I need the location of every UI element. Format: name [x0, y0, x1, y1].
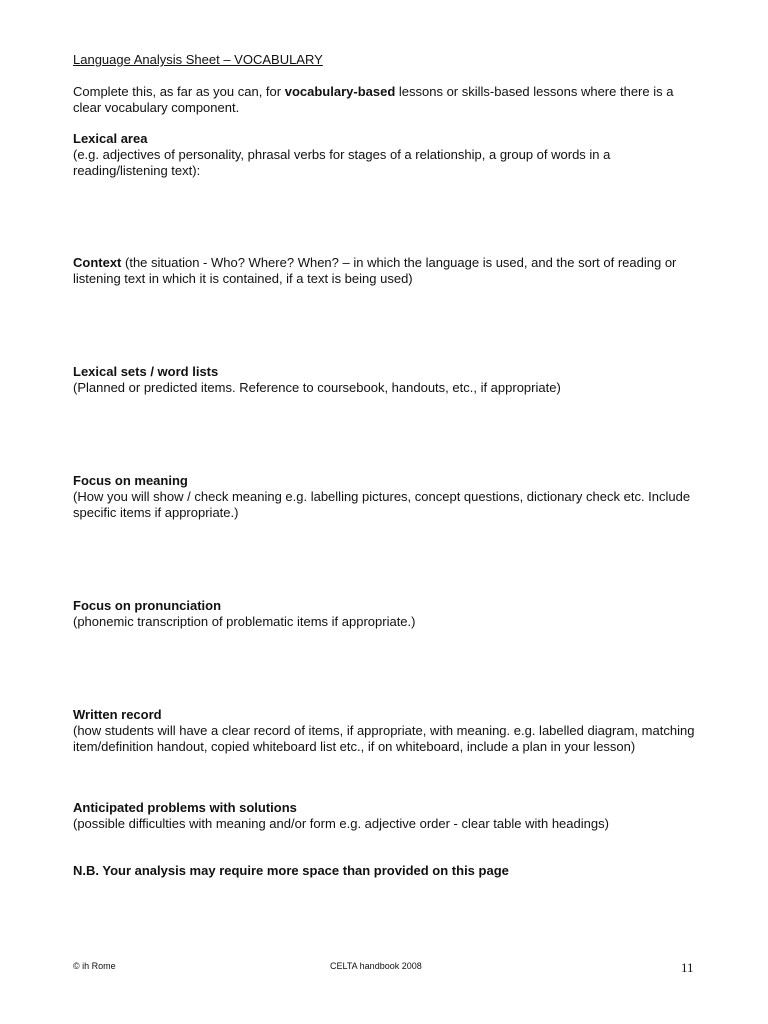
focus-meaning-heading: Focus on meaning: [73, 473, 188, 488]
intro-emphasis: vocabulary-based: [284, 84, 396, 99]
lexical-sets-heading: Lexical sets / word lists: [73, 364, 219, 379]
focus-pronunciation-heading: Focus on pronunciation: [73, 598, 222, 613]
section-focus-pronunciation: [73, 598, 703, 630]
lexical-area-description: (e.g. adjectives of personality, phrasal verbs for stages of a relationship, a group of words in a reading/listening text):: [73, 147, 611, 178]
section-focus-meaning: [73, 473, 703, 521]
written-record-heading: Written record: [73, 707, 162, 722]
section-anticipated-problems: [73, 800, 703, 832]
page-number: 11: [681, 960, 694, 975]
lexical-sets-description: (Planned or predicted items. Reference to coursebook, handouts, etc., if appropriate): [73, 380, 561, 395]
intro-text-start: Complete this, as far as you can, for: [73, 84, 285, 99]
nb-note: N.B. Your analysis may require more space than provided on this page: [73, 863, 509, 878]
written-record-description: (how students will have a clear record of items, if appropriate, with meaning. e.g. labelled diagram, matching item/definition handout, copied whiteboard list etc., if on whiteboard, include a plan in your lesson): [73, 723, 695, 754]
context-description: (the situation - Who? Where? When? – in which the language is used, and the sort of reading or listening text in which it is contained, if a text is being used): [73, 255, 677, 286]
footer-copyright: © ih Rome: [73, 961, 116, 971]
section-lexical-area: [73, 131, 703, 179]
intro-text-end: lessons or skills-based lessons where there is a clear vocabulary component.: [73, 84, 674, 115]
anticipated-problems-description: (possible difficulties with meaning and/or form e.g. adjective order - clear table with headings): [73, 816, 609, 831]
lexical-area-heading: Lexical area: [73, 131, 148, 146]
section-context: [73, 255, 703, 287]
footer-handbook: CELTA handbook 2008: [330, 961, 422, 971]
section-written-record: [73, 707, 703, 755]
context-heading: Context: [73, 255, 122, 270]
intro-paragraph: [73, 84, 703, 116]
anticipated-problems-heading: Anticipated problems with solutions: [73, 800, 297, 815]
page-title: Language Analysis Sheet – VOCABULARY: [73, 52, 323, 67]
focus-pronunciation-description: (phonemic transcription of problematic items if appropriate.): [73, 614, 416, 629]
focus-meaning-description: (How you will show / check meaning e.g. labelling pictures, concept questions, dictionary check etc. Include specific items if appropriate.): [73, 489, 691, 520]
section-lexical-sets: [73, 364, 703, 396]
